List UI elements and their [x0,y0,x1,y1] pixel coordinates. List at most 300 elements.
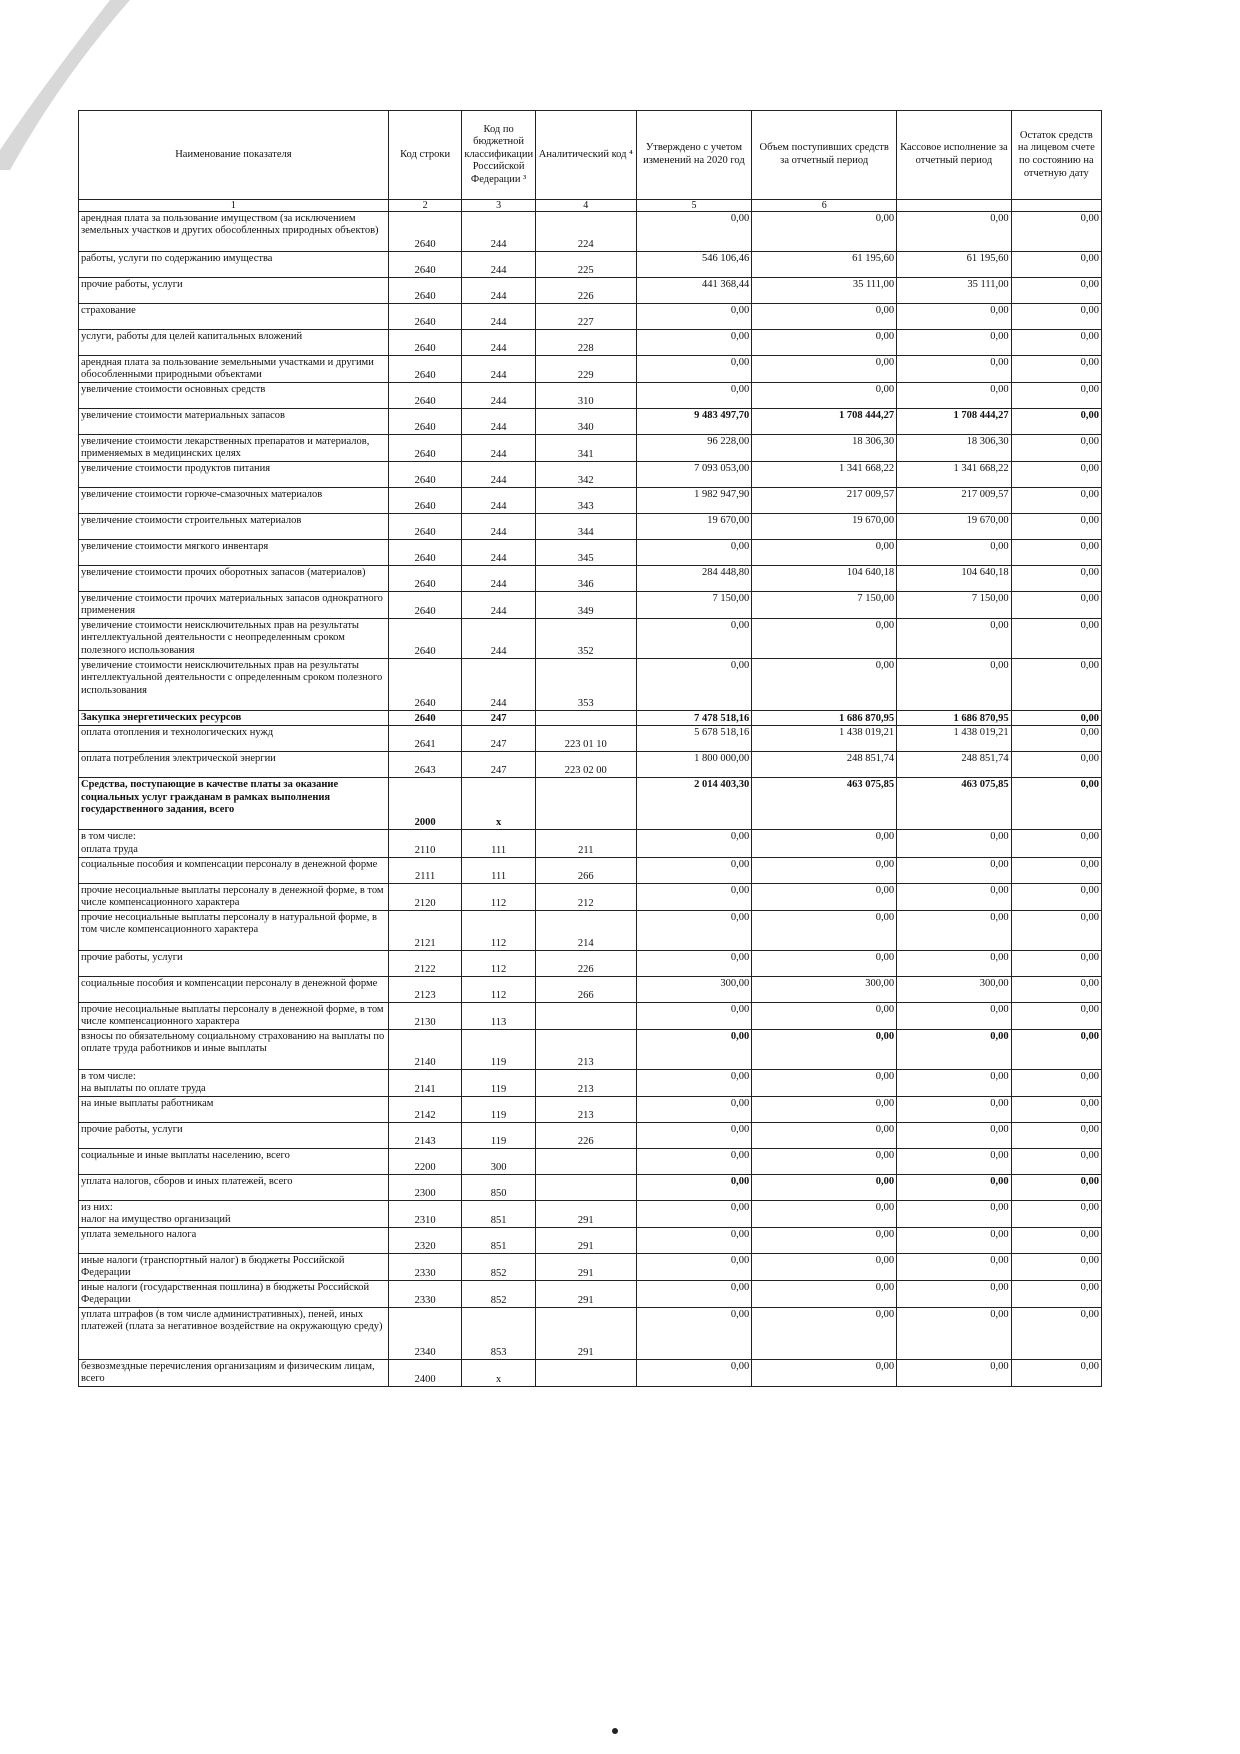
row-line-code: 2320 [388,1228,462,1254]
table-row [79,278,1102,304]
row-executed: 0,00 [897,1122,1011,1148]
row-received: 0,00 [752,910,897,950]
table-row [79,356,1102,383]
header-name: Наименование показателя [79,111,389,200]
row-analytic-code: 345 [535,540,636,566]
column-number: 6 [752,200,897,212]
row-approved: 0,00 [636,1174,752,1200]
row-approved: 9 483 497,70 [636,409,752,435]
row-executed: 1 686 870,95 [897,711,1011,726]
row-executed: 0,00 [897,1281,1011,1308]
row-received: 1 686 870,95 [752,711,897,726]
row-executed: 1 708 444,27 [897,409,1011,435]
row-line-code: 2643 [388,752,462,778]
row-budget-code: x [462,1360,536,1387]
row-executed: 0,00 [897,619,1011,659]
row-balance: 0,00 [1011,830,1101,857]
row-name: взносы по обязательному социальному страхованию на выплаты по оплате труда работников и иные выплаты [79,1029,389,1069]
row-executed: 0,00 [897,330,1011,356]
table-row [79,540,1102,566]
row-line-code: 2330 [388,1281,462,1308]
table-row [79,1096,1102,1122]
row-budget-code: 850 [462,1174,536,1200]
row-balance: 0,00 [1011,752,1101,778]
table-row [79,857,1102,883]
row-analytic-code: 342 [535,462,636,488]
row-budget-code: 119 [462,1096,536,1122]
row-executed: 0,00 [897,1308,1011,1360]
row-approved: 441 368,44 [636,278,752,304]
row-approved: 1 800 000,00 [636,752,752,778]
row-approved: 0,00 [636,330,752,356]
row-budget-code: 247 [462,711,536,726]
row-approved: 7 150,00 [636,592,752,619]
row-name: уплата штрафов (в том числе административных), пеней, иных платежей (плата за негативное воздействие на окружающую среду) [79,1308,389,1360]
row-budget-code: 244 [462,592,536,619]
row-approved: 0,00 [636,356,752,383]
row-name: страхование [79,304,389,330]
row-received: 0,00 [752,1069,897,1096]
column-number: 3 [462,200,536,212]
row-line-code: 2122 [388,950,462,976]
row-line-code: 2140 [388,1029,462,1069]
row-received: 0,00 [752,1200,897,1227]
row-budget-code: 113 [462,1002,536,1029]
row-balance: 0,00 [1011,726,1101,752]
row-line-code: 2640 [388,619,462,659]
row-name: увеличение стоимости неисключительных прав на результаты интеллектуальной деятельности с определенным сроком полезного использования [79,659,389,711]
row-analytic-code [535,1002,636,1029]
row-executed: 0,00 [897,356,1011,383]
table-row [79,435,1102,462]
row-budget-code: 247 [462,752,536,778]
row-executed: 7 150,00 [897,592,1011,619]
table-row [79,1200,1102,1227]
row-balance: 0,00 [1011,910,1101,950]
row-budget-code: 244 [462,659,536,711]
row-line-code: 2640 [388,659,462,711]
row-balance: 0,00 [1011,304,1101,330]
row-name: увеличение стоимости прочих материальных запасов однократного применения [79,592,389,619]
row-balance: 0,00 [1011,409,1101,435]
row-line-code: 2310 [388,1200,462,1227]
table-row [79,212,1102,252]
row-analytic-code [535,1174,636,1200]
table-row [79,592,1102,619]
row-name: прочие несоциальные выплаты персоналу в натуральной форме, в том числе компенсационного характера [79,910,389,950]
row-balance: 0,00 [1011,1281,1101,1308]
row-line-code: 2640 [388,409,462,435]
row-budget-code: 851 [462,1200,536,1227]
row-name: оплата отопления и технологических нужд [79,726,389,752]
row-received: 0,00 [752,1002,897,1029]
row-approved: 0,00 [636,910,752,950]
row-line-code: 2640 [388,304,462,330]
row-balance: 0,00 [1011,1148,1101,1174]
row-received: 0,00 [752,659,897,711]
row-balance: 0,00 [1011,1069,1101,1096]
row-analytic-code: 213 [535,1069,636,1096]
row-line-code: 2300 [388,1174,462,1200]
row-analytic-code: 266 [535,976,636,1002]
row-line-code: 2340 [388,1308,462,1360]
row-line-code: 2200 [388,1148,462,1174]
row-line-code: 2121 [388,910,462,950]
row-balance: 0,00 [1011,1002,1101,1029]
table-row [79,1174,1102,1200]
row-name: арендная плата за пользование имуществом (за исключением земельных участков и других обособленных природных объектов) [79,212,389,252]
row-balance: 0,00 [1011,976,1101,1002]
row-executed: 0,00 [897,1360,1011,1387]
row-analytic-code: 227 [535,304,636,330]
row-received: 19 670,00 [752,514,897,540]
row-line-code: 2120 [388,883,462,910]
row-line-code: 2141 [388,1069,462,1096]
row-name: иные налоги (транспортный налог) в бюджеты Российской Федерации [79,1254,389,1281]
row-executed: 0,00 [897,1200,1011,1227]
row-name: увеличение стоимости мягкого инвентаря [79,540,389,566]
row-line-code: 2640 [388,462,462,488]
column-number: 4 [535,200,636,212]
row-balance: 0,00 [1011,619,1101,659]
report-table [78,110,1102,1387]
table-row [79,950,1102,976]
row-budget-code: 244 [462,409,536,435]
table-row [79,1360,1102,1387]
table-row [79,1029,1102,1069]
row-balance: 0,00 [1011,592,1101,619]
row-received: 0,00 [752,1228,897,1254]
row-balance: 0,00 [1011,566,1101,592]
row-approved: 0,00 [636,830,752,857]
row-approved: 0,00 [636,1254,752,1281]
row-received: 0,00 [752,356,897,383]
row-balance: 0,00 [1011,488,1101,514]
table-row [79,1281,1102,1308]
row-analytic-code: 212 [535,883,636,910]
column-number: 2 [388,200,462,212]
row-name: прочие работы, услуги [79,278,389,304]
row-name: увеличение стоимости лекарственных препаратов и материалов, применяемых в медицинских целях [79,435,389,462]
row-name: оплата потребления электрической энергии [79,752,389,778]
row-executed: 463 075,85 [897,778,1011,830]
row-executed: 35 111,00 [897,278,1011,304]
row-balance: 0,00 [1011,857,1101,883]
row-received: 1 438 019,21 [752,726,897,752]
row-line-code: 2640 [388,435,462,462]
table-row [79,619,1102,659]
row-executed: 0,00 [897,910,1011,950]
row-executed: 0,00 [897,304,1011,330]
row-balance: 0,00 [1011,1308,1101,1360]
row-received: 463 075,85 [752,778,897,830]
row-name: социальные пособия и компенсации персоналу в денежной форме [79,976,389,1002]
table-row [79,726,1102,752]
row-approved: 284 448,80 [636,566,752,592]
row-budget-code: 244 [462,304,536,330]
row-received: 0,00 [752,1281,897,1308]
row-executed: 18 306,30 [897,435,1011,462]
row-analytic-code: 225 [535,252,636,278]
row-line-code: 2123 [388,976,462,1002]
row-approved: 0,00 [636,1360,752,1387]
row-approved: 0,00 [636,619,752,659]
row-balance: 0,00 [1011,711,1101,726]
row-name: увеличение стоимости продуктов питания [79,462,389,488]
row-balance: 0,00 [1011,1122,1101,1148]
table-row [79,488,1102,514]
row-name: уплата налогов, сборов и иных платежей, всего [79,1174,389,1200]
row-name: прочие работы, услуги [79,1122,389,1148]
row-line-code: 2130 [388,1002,462,1029]
row-line-code: 2640 [388,566,462,592]
row-executed: 0,00 [897,383,1011,409]
row-analytic-code: 223 01 10 [535,726,636,752]
row-executed: 1 438 019,21 [897,726,1011,752]
row-analytic-code: 346 [535,566,636,592]
row-budget-code: 112 [462,976,536,1002]
row-balance: 0,00 [1011,659,1101,711]
row-budget-code: 111 [462,830,536,857]
row-received: 0,00 [752,619,897,659]
row-budget-code: 112 [462,883,536,910]
header-analytic-code: Аналитический код ⁴ [535,111,636,200]
row-budget-code: 247 [462,726,536,752]
row-executed: 0,00 [897,950,1011,976]
row-name: увеличение стоимости прочих оборотных запасов (материалов) [79,566,389,592]
row-analytic-code: 341 [535,435,636,462]
row-name: в том числе: на выплаты по оплате труда [79,1069,389,1096]
column-number: 5 [636,200,752,212]
row-analytic-code [535,778,636,830]
row-executed: 248 851,74 [897,752,1011,778]
row-analytic-code: 229 [535,356,636,383]
table-row [79,304,1102,330]
row-approved: 0,00 [636,1308,752,1360]
table-row [79,1148,1102,1174]
row-budget-code: 244 [462,488,536,514]
table-row [79,252,1102,278]
row-analytic-code [535,1148,636,1174]
row-budget-code: x [462,778,536,830]
row-analytic-code: 349 [535,592,636,619]
row-approved: 96 228,00 [636,435,752,462]
row-name: прочие несоциальные выплаты персоналу в денежной форме, в том числе компенсационного характера [79,1002,389,1029]
row-approved: 0,00 [636,1096,752,1122]
row-approved: 2 014 403,30 [636,778,752,830]
row-approved: 0,00 [636,1122,752,1148]
table-row [79,409,1102,435]
row-balance: 0,00 [1011,252,1101,278]
row-executed: 0,00 [897,1174,1011,1200]
row-line-code: 2641 [388,726,462,752]
row-approved: 5 678 518,16 [636,726,752,752]
row-approved: 0,00 [636,1069,752,1096]
row-balance: 0,00 [1011,1228,1101,1254]
row-analytic-code: 226 [535,1122,636,1148]
row-line-code: 2640 [388,488,462,514]
row-budget-code: 244 [462,514,536,540]
row-line-code: 2640 [388,711,462,726]
row-approved: 546 106,46 [636,252,752,278]
row-approved: 0,00 [636,383,752,409]
row-line-code: 2640 [388,212,462,252]
row-approved: 0,00 [636,1281,752,1308]
row-budget-code: 112 [462,950,536,976]
row-analytic-code: 226 [535,950,636,976]
row-executed: 0,00 [897,1029,1011,1069]
row-budget-code: 244 [462,540,536,566]
table-row [79,514,1102,540]
row-analytic-code [535,1360,636,1387]
row-budget-code: 119 [462,1069,536,1096]
row-received: 18 306,30 [752,435,897,462]
row-approved: 7 478 518,16 [636,711,752,726]
table-row [79,1002,1102,1029]
row-received: 61 195,60 [752,252,897,278]
row-name: Средства, поступающие в качестве платы за оказание социальных услуг гражданам в рамках выполнения государственного задания, всего [79,778,389,830]
row-balance: 0,00 [1011,1096,1101,1122]
row-received: 0,00 [752,1308,897,1360]
table-row [79,1254,1102,1281]
row-budget-code: 244 [462,619,536,659]
row-budget-code: 244 [462,252,536,278]
row-received: 35 111,00 [752,278,897,304]
row-name: увеличение стоимости неисключительных прав на результаты интеллектуальной деятельности с неопределенным сроком полезного использования [79,619,389,659]
row-budget-code: 852 [462,1254,536,1281]
row-received: 104 640,18 [752,566,897,592]
row-executed: 0,00 [897,857,1011,883]
row-received: 0,00 [752,1174,897,1200]
table-row [79,830,1102,857]
table-row [79,976,1102,1002]
row-executed: 0,00 [897,883,1011,910]
row-analytic-code: 224 [535,212,636,252]
row-analytic-code [535,711,636,726]
row-balance: 0,00 [1011,1029,1101,1069]
table-row [79,778,1102,830]
row-executed: 300,00 [897,976,1011,1002]
row-balance: 0,00 [1011,383,1101,409]
row-line-code: 2111 [388,857,462,883]
row-executed: 0,00 [897,1069,1011,1096]
row-analytic-code: 211 [535,830,636,857]
row-received: 0,00 [752,383,897,409]
row-executed: 61 195,60 [897,252,1011,278]
row-analytic-code: 291 [535,1281,636,1308]
header-received: Объем поступивших средств за отчетный период [752,111,897,200]
row-received: 0,00 [752,883,897,910]
row-balance: 0,00 [1011,514,1101,540]
row-received: 1 708 444,27 [752,409,897,435]
row-balance: 0,00 [1011,540,1101,566]
row-approved: 300,00 [636,976,752,1002]
row-received: 0,00 [752,1254,897,1281]
row-approved: 0,00 [636,1148,752,1174]
row-approved: 0,00 [636,1002,752,1029]
row-received: 0,00 [752,212,897,252]
row-executed: 0,00 [897,212,1011,252]
row-line-code: 2640 [388,592,462,619]
row-name: в том числе: оплата труда [79,830,389,857]
row-balance: 0,00 [1011,278,1101,304]
row-line-code: 2400 [388,1360,462,1387]
row-line-code: 2142 [388,1096,462,1122]
row-executed: 0,00 [897,1096,1011,1122]
row-analytic-code: 213 [535,1029,636,1069]
row-approved: 7 093 053,00 [636,462,752,488]
row-budget-code: 244 [462,383,536,409]
row-approved: 1 982 947,90 [636,488,752,514]
table-row [79,1308,1102,1360]
row-received: 1 341 668,22 [752,462,897,488]
row-line-code: 2143 [388,1122,462,1148]
row-line-code: 2330 [388,1254,462,1281]
row-approved: 0,00 [636,659,752,711]
row-analytic-code: 353 [535,659,636,711]
table-row [79,659,1102,711]
row-analytic-code: 226 [535,278,636,304]
row-received: 0,00 [752,540,897,566]
table-row [79,752,1102,778]
header-budget-code: Код по бюджетной классификации Российской Федерации ³ [462,111,536,200]
row-name: социальные пособия и компенсации персоналу в денежной форме [79,857,389,883]
row-analytic-code: 291 [535,1308,636,1360]
row-name: безвозмездные перечисления организациям и физическим лицам, всего [79,1360,389,1387]
row-approved: 19 670,00 [636,514,752,540]
table-row [79,462,1102,488]
row-name: увеличение стоимости горюче-смазочных материалов [79,488,389,514]
row-balance: 0,00 [1011,1254,1101,1281]
row-name: услуги, работы для целей капитальных вложений [79,330,389,356]
row-received: 0,00 [752,330,897,356]
row-received: 217 009,57 [752,488,897,514]
row-executed: 104 640,18 [897,566,1011,592]
table-row [79,383,1102,409]
row-name: работы, услуги по содержанию имущества [79,252,389,278]
row-name: из них: налог на имущество организаций [79,1200,389,1227]
row-received: 0,00 [752,1360,897,1387]
row-line-code: 2640 [388,383,462,409]
row-analytic-code: 214 [535,910,636,950]
column-number [897,200,1011,212]
row-line-code: 2640 [388,330,462,356]
row-budget-code: 244 [462,435,536,462]
row-balance: 0,00 [1011,1174,1101,1200]
row-analytic-code: 340 [535,409,636,435]
row-name: увеличение стоимости строительных материалов [79,514,389,540]
table-row [79,910,1102,950]
row-executed: 0,00 [897,1254,1011,1281]
row-analytic-code: 228 [535,330,636,356]
row-received: 0,00 [752,304,897,330]
row-budget-code: 244 [462,566,536,592]
page-dot-mark [612,1728,618,1734]
row-analytic-code: 310 [535,383,636,409]
row-name: социальные и иные выплаты населению, всего [79,1148,389,1174]
row-approved: 0,00 [636,212,752,252]
row-analytic-code: 343 [535,488,636,514]
row-approved: 0,00 [636,1228,752,1254]
row-budget-code: 853 [462,1308,536,1360]
row-balance: 0,00 [1011,778,1101,830]
header-balance: Остаток средств на лицевом счете по состоянию на отчетную дату [1011,111,1101,200]
table-row [79,883,1102,910]
row-balance: 0,00 [1011,435,1101,462]
table-row [79,1122,1102,1148]
row-executed: 1 341 668,22 [897,462,1011,488]
row-line-code: 2640 [388,540,462,566]
